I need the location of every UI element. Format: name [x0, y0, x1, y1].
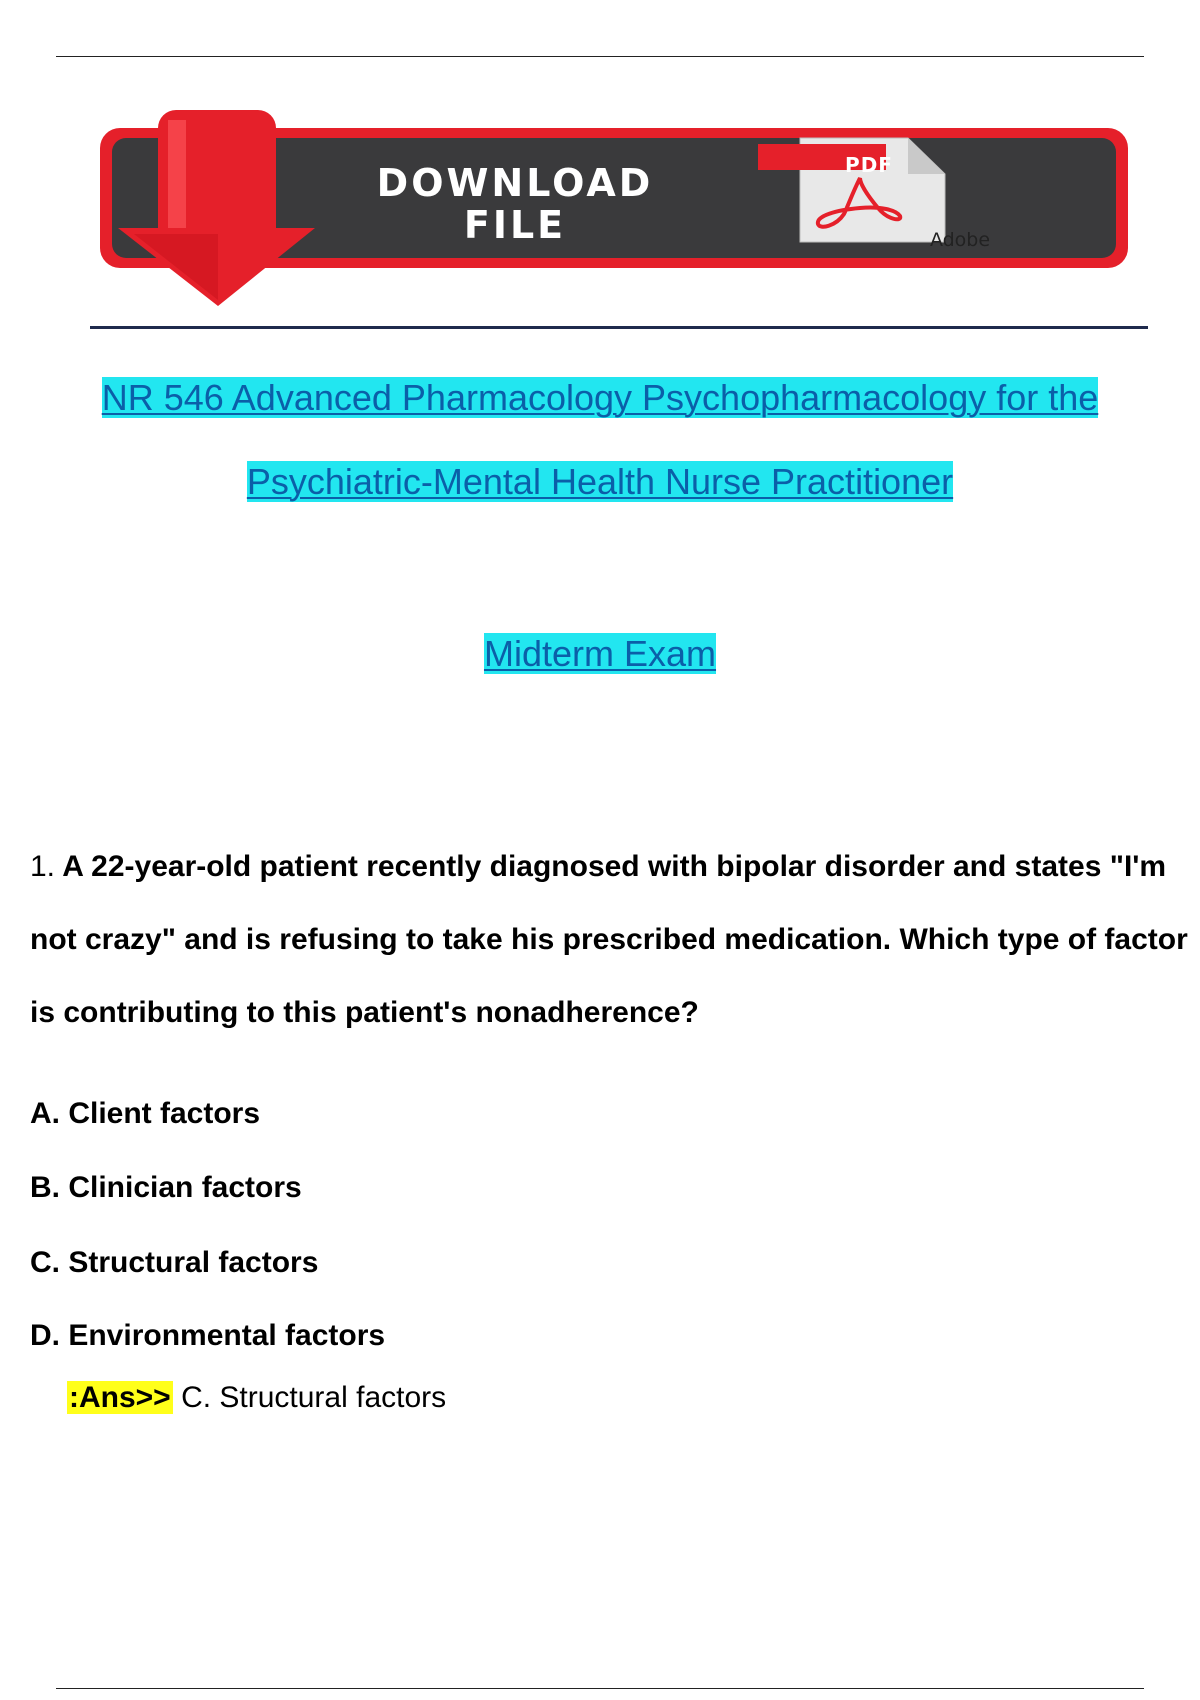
download-file-text: [350, 162, 680, 246]
download-file-banner[interactable]: [100, 110, 1130, 320]
question-number: 1.: [30, 850, 56, 883]
banner-divider: [90, 326, 1148, 329]
file-label: FILE: [463, 203, 567, 247]
answer-line: [67, 1378, 446, 1418]
bottom-rule: [56, 1688, 1144, 1689]
option-a: A. Client factors: [30, 1097, 261, 1130]
download-label: DOWNLOAD: [376, 161, 654, 205]
top-rule: [56, 56, 1144, 57]
answer-text: C. Structural factors: [181, 1381, 447, 1414]
question-stem: [30, 830, 1190, 1049]
document-title-line-1[interactable]: [0, 376, 1200, 420]
option-d: D. Environmental factors: [30, 1319, 386, 1352]
answer-label: :Ans>>: [69, 1381, 171, 1414]
title-link-1[interactable]: NR 546 Advanced Pharmacology Psychopharmacology for the: [101, 377, 1099, 418]
pdf-label: PDF: [845, 153, 893, 177]
document-subtitle[interactable]: [0, 632, 1200, 676]
option-c: C. Structural factors: [30, 1246, 319, 1279]
option-b: B. Clinician factors: [30, 1171, 302, 1204]
question-text: A 22-year-old patient recently diagnosed with bipolar disorder and states "I'm not crazy" and is refusing to take his prescribed medication. Which type of factor is contributing to this patient's nonadherence?: [30, 850, 1188, 1029]
subtitle-link[interactable]: Midterm Exam: [483, 633, 717, 674]
title-link-2[interactable]: Psychiatric-Mental Health Nurse Practitioner: [246, 461, 954, 502]
adobe-label: Adobe: [929, 229, 991, 251]
document-title-line-2[interactable]: [0, 460, 1200, 504]
